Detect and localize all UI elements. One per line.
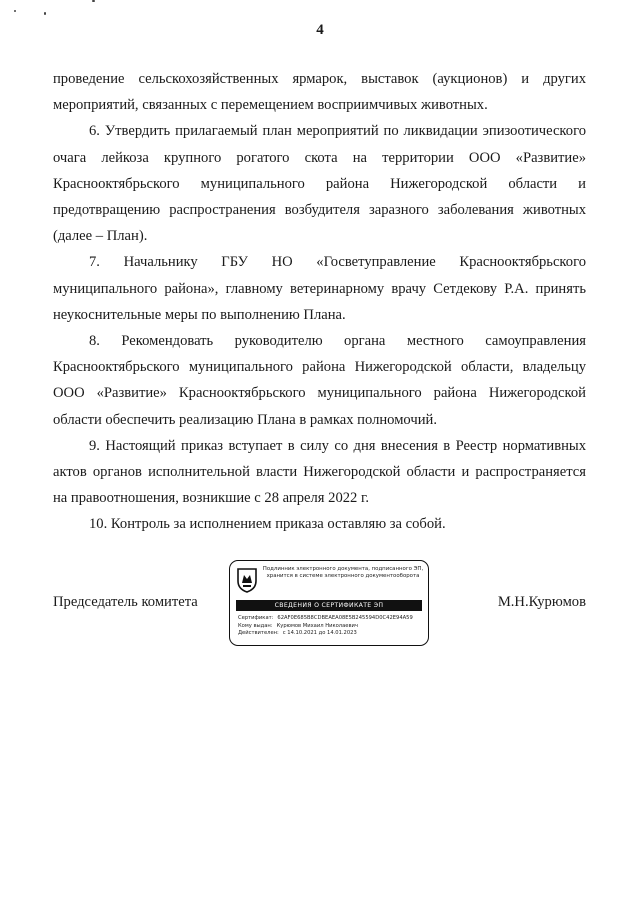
stamp-valid-label: Действителен: — [238, 630, 279, 636]
paragraph-item-10: 10. Контроль за исполнением приказа оставляю за собой. — [89, 516, 446, 533]
document-body — [53, 66, 586, 538]
coat-of-arms-icon — [236, 567, 258, 593]
signer-name: М.Н.Курюмов — [497, 594, 586, 610]
stamp-header: Подлинник электронного документа, подписанного ЭП, хранится в системе электронного документооборота — [262, 566, 424, 579]
scan-speck — [14, 10, 16, 12]
scan-speck — [44, 12, 46, 15]
stamp-valid-value: с 14.10.2021 до 14.01.2023 — [282, 630, 357, 636]
paragraph-item-9: 9. Настоящий приказ вступает в силу со дня внесения в Реестр нормативных актов органов исполнительной власти Нижегородской области и распространяется на правоотношения, возникшие с 28 апреля 2022 г. — [53, 437, 586, 507]
stamp-issued-to-label: Кому выдан: — [238, 622, 273, 629]
stamp-issued-to-row — [238, 623, 424, 631]
signer-title: Председатель комитета — [53, 594, 198, 610]
scan-speck — [92, 0, 95, 2]
stamp-issued-to-value: Курюмов Михаил Николаевич — [276, 622, 358, 629]
electronic-signature-stamp — [229, 560, 429, 646]
stamp-certificate-row — [238, 615, 424, 623]
stamp-title-bar: СВЕДЕНИЯ О СЕРТИФИКАТЕ ЭП — [236, 600, 422, 611]
stamp-certificate-label: Сертификат: — [238, 615, 274, 621]
stamp-details — [238, 615, 424, 638]
signature-block — [53, 560, 586, 655]
page-number: 4 — [316, 22, 324, 38]
stamp-valid-row — [238, 630, 424, 638]
stamp-certificate-value: 62AF0E685B8CDBEAEA08E5B245594D0C42E94A59 — [277, 615, 413, 621]
paragraph-item-7: 7. Начальнику ГБУ НО «Госветуправление Краснооктябрьского муниципального района», главному ветеринарному врачу Сетдекову Р.А. принять неукоснительные меры по выполнению Плана. — [53, 254, 586, 323]
paragraph-item-8: 8. Рекомендовать руководителю органа местного самоуправления Краснооктябрьского муниципального района Нижегородской области, владельцу ООО «Развитие» Краснооктябрьского муниципального района Нижегородской области обеспечить реализацию Плана в рамках полномочий. — [53, 333, 586, 428]
paragraph-continuation: проведение сельскохозяйственных ярмарок, выставок (аукционов) и других мероприятий, связанных с перемещением восприимчивых животных. — [53, 71, 586, 114]
paragraph-item-6: 6. Утвердить прилагаемый план мероприятий по ликвидации эпизоотического очага лейкоза крупного рогатого скота на территории ООО «Развитие» Краснооктябрьского муниципального района Нижегородской области и предотвращению распространения возбудителя заразного заболевания животных (далее – План). — [53, 123, 586, 245]
